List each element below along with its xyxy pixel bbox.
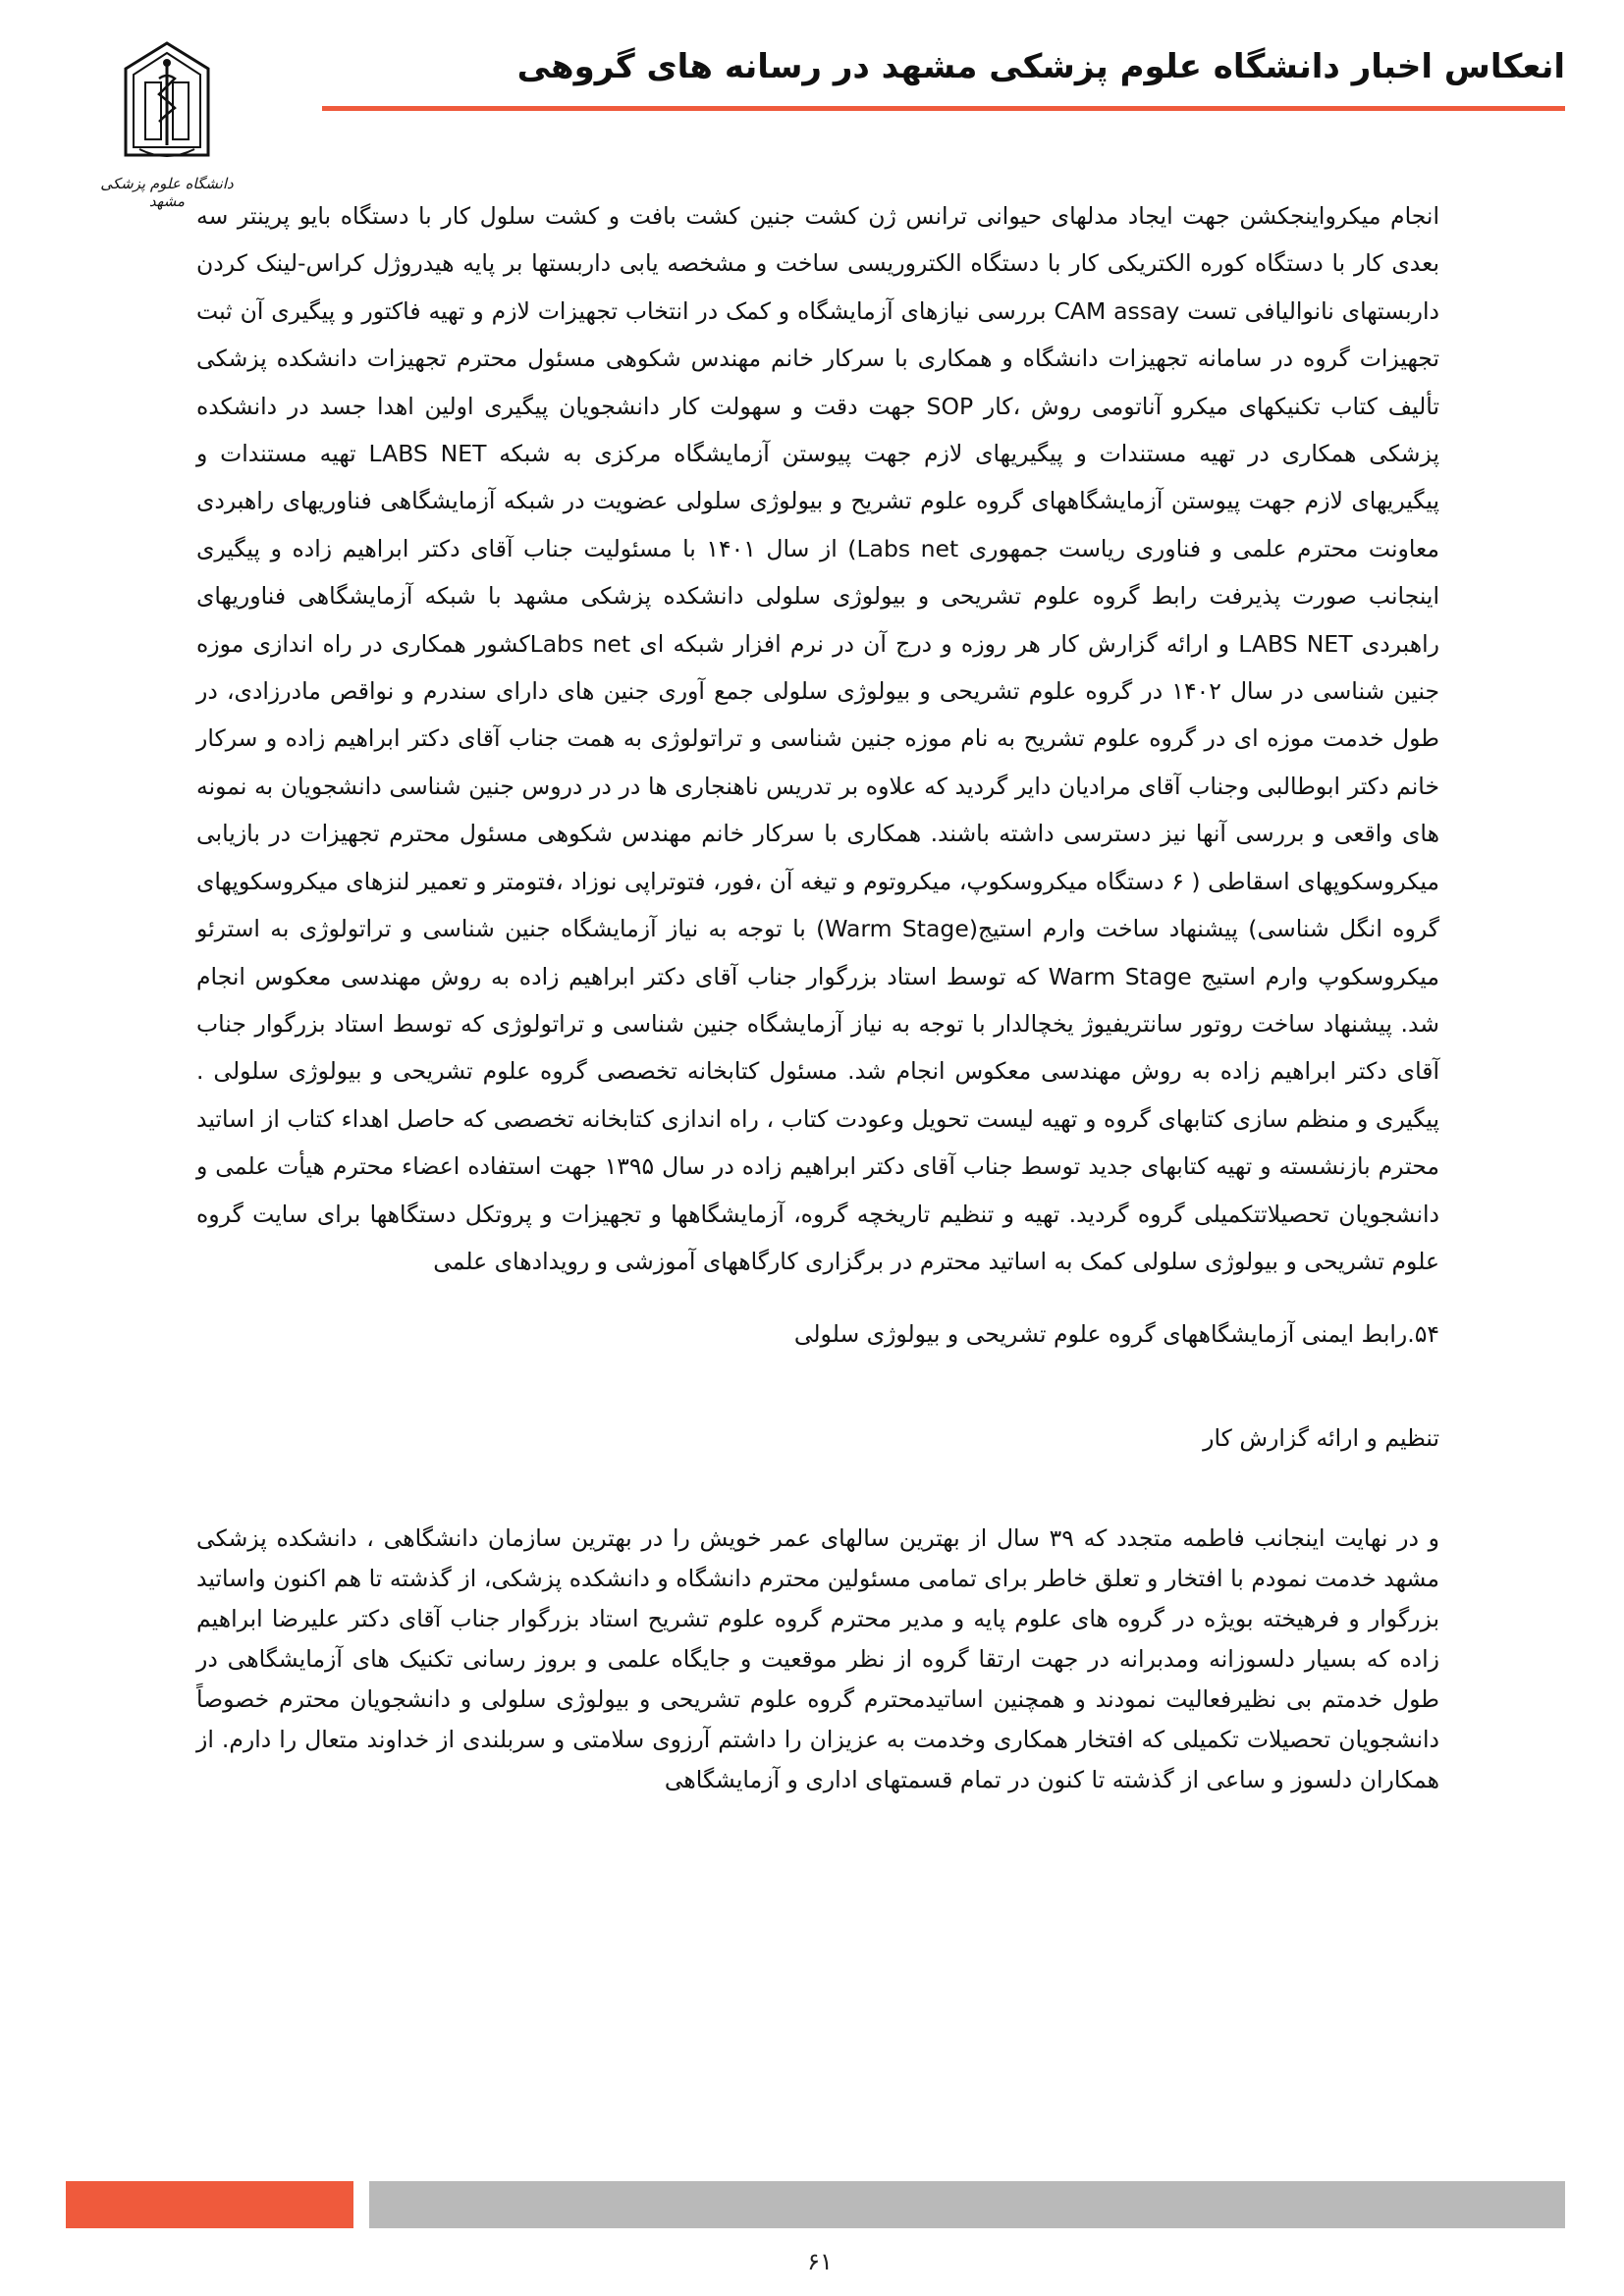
footer-bar bbox=[369, 2181, 1565, 2228]
page-header-title: انعکاس اخبار دانشگاه علوم پزشکی مشهد در رسانه های گروهی bbox=[516, 47, 1565, 86]
body-paragraph-1: انجام میکرواینجکشن جهت ایجاد مدلهای حیوانی ترانس ژن کشت جنین کشت بافت و کشت سلول کار با دستگاه بایو پرینتر سه بعدی کار با دستگاه کوره الکتریکی کار با دستگاه الکتروریسی ساخت و مشخصه یابی داربستها بر پایه هیدروژل کراس-لینک کردن داربستهای نانوالیافی تست CAM assay بررسی نیازهای آزمایشگاه و کمک در انتخاب تجهیزات لازم و تهیه فاکتور و پیگیری آن ثبت تجهیزات گروه در سامانه تجهیزات دانشگاه و همکاری با سرکار خانم مهندس شکوهی مسئول محترم تجهیزات دانشکده پزشکی تألیف کتاب تکنیکهای میکرو آناتومی روش ،کار SOP جهت دقت و سهولت کار دانشجویان پیگیری اولین اهدا جسد در دانشکده پزشکی همکاری در تهیه مستندات و پیگیریهای لازم جهت پیوستن آزمایشگاه مرکزی به شبکه LABS NET تهیه مستندات و پیگیریهای لازم جهت پیوستن آزمایشگاههای گروه علوم تشریح و بیولوژی سلولی عضویت در شبکه آزمایشگاهی فناوریهای راهبردی معاونت محترم علمی و فناوری ریاست جمهوری Labs net) از سال ۱۴۰۱ با مسئولیت جناب آقای دکتر ابراهیم زاده و پیگیری اینجانب صورت پذیرفت رابط گروه علوم تشریحی و بیولوژی سلولی دانشکده پزشکی مشهد با شبکه آزمایشگاهی فناوریهای راهبردی LABS NET و ارائه گزارش کار هر روزه و درج آن در نرم افزار شبکه ای Labs netکشور همکاری در راه اندازی موزه جنین شناسی در سال ۱۴۰۲ در گروه علوم تشریحی و بیولوژی سلولی جمع آوری جنین های دارای سندرم و نواقص مادرزادی، در طول خدمت موزه ای در گروه علوم تشریح به نام موزه جنین شناسی و تراتولوژی به همت جناب آقای دکتر ابراهیم زاده و سرکار خانم دکتر ابوطالبی وجناب آقای مرادیان دایر گردید که علاوه بر تدریس ناهنجاری ها در در دروس جنین شناسی دانشجویان به نمونه های واقعی و بررسی آنها نیز دسترسی داشته باشند. همکاری با سرکار خانم مهندس شکوهی مسئول محترم تجهیزات در بازیابی میکروسکوپهای اسقاطی ( ۶ دستگاه میکروسکوپ، میکروتوم و تیغه آن ،فور، فتوتراپی نوزاد ،فتومتر و تعمیر لنزهای میکروسکوپهای گروه انگل شناسی) پیشنهاد ساخت وارم استیج(Warm Stage) با توجه به نیاز آزمایشگاه جنین شناسی و تراتولوژی به استرئو میکروسکوپ وارم استیج Warm Stage که توسط استاد بزرگوار جناب آقای دکتر ابراهیم زاده به روش مهندسی معکوس انجام شد. پیشنهاد ساخت روتور سانتریفیوژ یخچالدار با توجه به نیاز آزمایشگاه جنین شناسی و تراتولوژی که توسط استاد بزرگوار جناب آقای دکتر ابراهیم زاده به روش مهندسی معکوس انجام شد. مسئول کتابخانه تخصصی گروه علوم تشریحی و بیولوژی سلولی . پیگیری و منظم سازی کتابهای گروه و تهیه لیست تحویل وعودت کتاب ، راه اندازی کتابخانه تخصصی که حاصل اهداء کتاب از اساتید محترم بازنشسته و تهیه کتابهای جدید توسط جناب آقای دکتر ابراهیم زاده در سال ۱۳۹۵ جهت استفاده اعضاء محترم هیأت علمی و دانشجویان تحصیلاتتکمیلی گروه گردید. تهیه و تنظیم تاریخچه گروه، آزمایشگاهها و تجهیزات و پروتکل دستگاهها برای سایت گروه علوم تشریحی و بیولوژی سلولی کمک به اساتید محترم در برگزاری کارگاههای آموزشی و رویدادهای علمی bbox=[196, 202, 1440, 1275]
footer-accent-bar bbox=[66, 2181, 353, 2228]
header-divider bbox=[322, 106, 1565, 111]
logo-caption: دانشگاه علوم پزشکی مشهد bbox=[100, 175, 234, 210]
university-crest-icon bbox=[120, 39, 214, 167]
page-number: ۶۱ bbox=[807, 2248, 833, 2275]
section-heading-report: تنظیم و ارائه گزارش کار bbox=[1203, 1424, 1439, 1453]
body-paragraph-2: و در نهایت اینجانب فاطمه متجدد که ۳۹ سال از بهترین سالهای عمر خویش را در بهترین سازمان دانشگاهی ، دانشکده پزشکی مشهد خدمت نمودم با افتخار و تعلق خاطر برای تمامی مسئولین محترم دانشگاه و دانشکده پزشکی، از گذشته تا هم اکنون واساتید بزرگوار و فرهیخته بویژه در گروه های علوم پایه و مدیر محترم گروه علوم تشریح استاد بزرگوار جناب آقای دکتر علیرضا ابراهیم زاده که بسیار دلسوزانه ومدبرانه در جهت ارتقا گروه از نظر موقعیت و جایگاه علمی و بروز رسانی تکنیک های آزمایشگاهی در طول خدمتم بی نظیرفعالیت نمودند و همچنین اساتیدمحترم گروه علوم تشریحی و بیولوژی سلولی و دانشجویان محترم خصوصاً دانشجویان تحصیلات تکمیلی که افتخار همکاری وخدمت به عزیزان را داشتم آرزوی سلامتی و سربلندی از خداوند متعال را دارم. از همکاران دلسوز و ساعی از گذشته تا کنون در تمام قسمتهای اداری و آزمایشگاهی bbox=[196, 1524, 1439, 1794]
university-logo bbox=[98, 39, 236, 210]
section-heading-lab-safety: ۵۴.رابط ایمنی آزمایشگاههای گروه علوم تشریحی و بیولوژی سلولی bbox=[793, 1320, 1439, 1349]
page-content bbox=[196, 192, 1439, 1800]
